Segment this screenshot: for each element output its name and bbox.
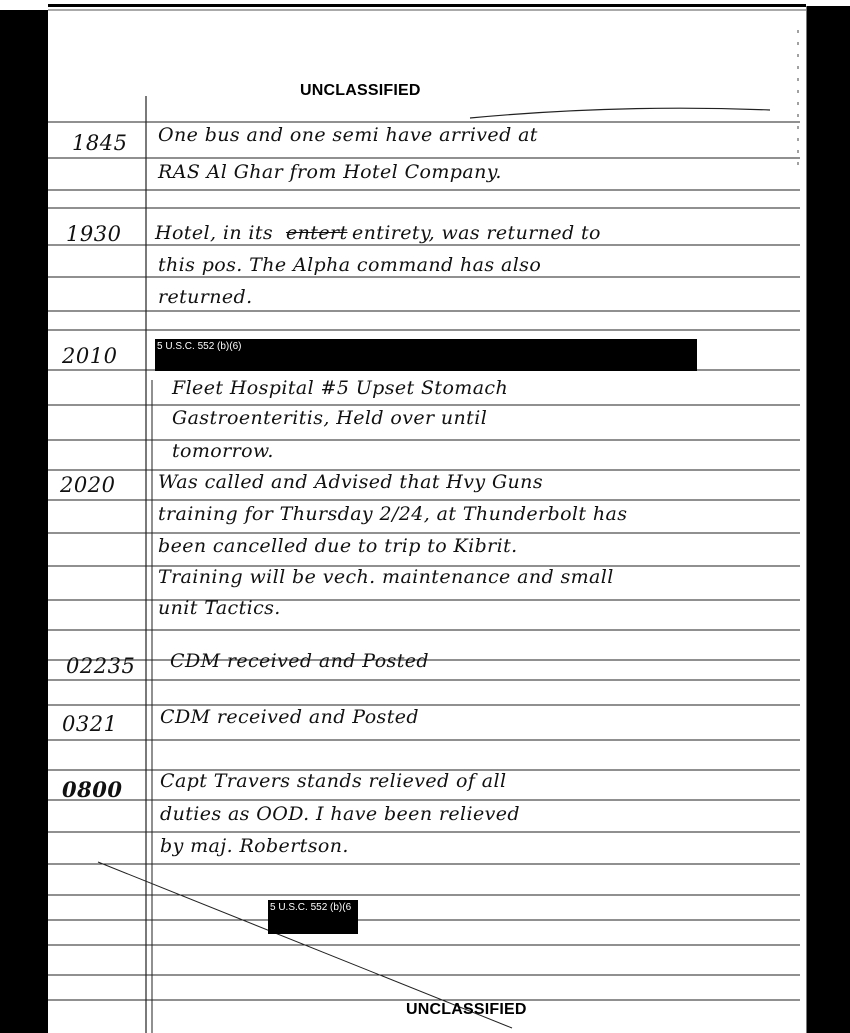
entry-line: by maj. Robertson. <box>160 835 349 857</box>
entry-line: this pos. The Alpha command has also <box>158 254 542 276</box>
entry-time: 1930 <box>66 222 122 246</box>
entry-line: unit Tactics. <box>158 597 281 619</box>
entry-line: Was called and Advised that Hvy Guns <box>158 471 543 493</box>
entry-line: Capt Travers stands relieved of all <box>160 770 507 792</box>
struck-word: entert <box>286 222 348 244</box>
entry-line: entirety, was returned to <box>352 222 601 244</box>
entry-line: RAS Al Ghar from Hotel Company. <box>158 161 502 183</box>
entry-time: 1845 <box>72 131 128 155</box>
signature-redaction <box>268 900 358 934</box>
entry-line: been cancelled due to trip to Kibrit. <box>158 535 518 557</box>
redaction-label: 5 U.S.C. 552 (b)(6 <box>270 902 352 913</box>
entry-line: Fleet Hospital #5 Upset Stomach <box>172 377 509 399</box>
entry-time: 02235 <box>66 654 136 678</box>
entry-line: One bus and one semi have arrived at <box>158 124 538 146</box>
entry-line: Training will be vech. maintenance and small <box>158 566 614 588</box>
redaction-label: 5 U.S.C. 552 (b)(6) <box>157 341 242 352</box>
entry-time: 2010 <box>62 344 118 368</box>
entry-line: Gastroenteritis, Held over until <box>172 407 488 429</box>
entry-time: 2020 <box>60 473 116 497</box>
entry-line: CDM received and Posted <box>170 650 429 672</box>
redaction-block <box>155 339 697 371</box>
entry-line: duties as OOD. I have been relieved <box>160 803 520 825</box>
entry-time: 0800 <box>62 777 123 802</box>
entry-line: CDM received and Posted <box>160 706 419 728</box>
entry-time: 0321 <box>62 712 118 736</box>
entry-line: tomorrow. <box>172 440 274 462</box>
classification-header: UNCLASSIFIED <box>300 82 421 99</box>
entry-line: returned. <box>158 286 253 308</box>
entry-line: Hotel, in its <box>155 222 274 244</box>
classification-footer: UNCLASSIFIED <box>406 1001 527 1018</box>
entry-line: training for Thursday 2/24, at Thunderbolt has <box>158 503 628 525</box>
